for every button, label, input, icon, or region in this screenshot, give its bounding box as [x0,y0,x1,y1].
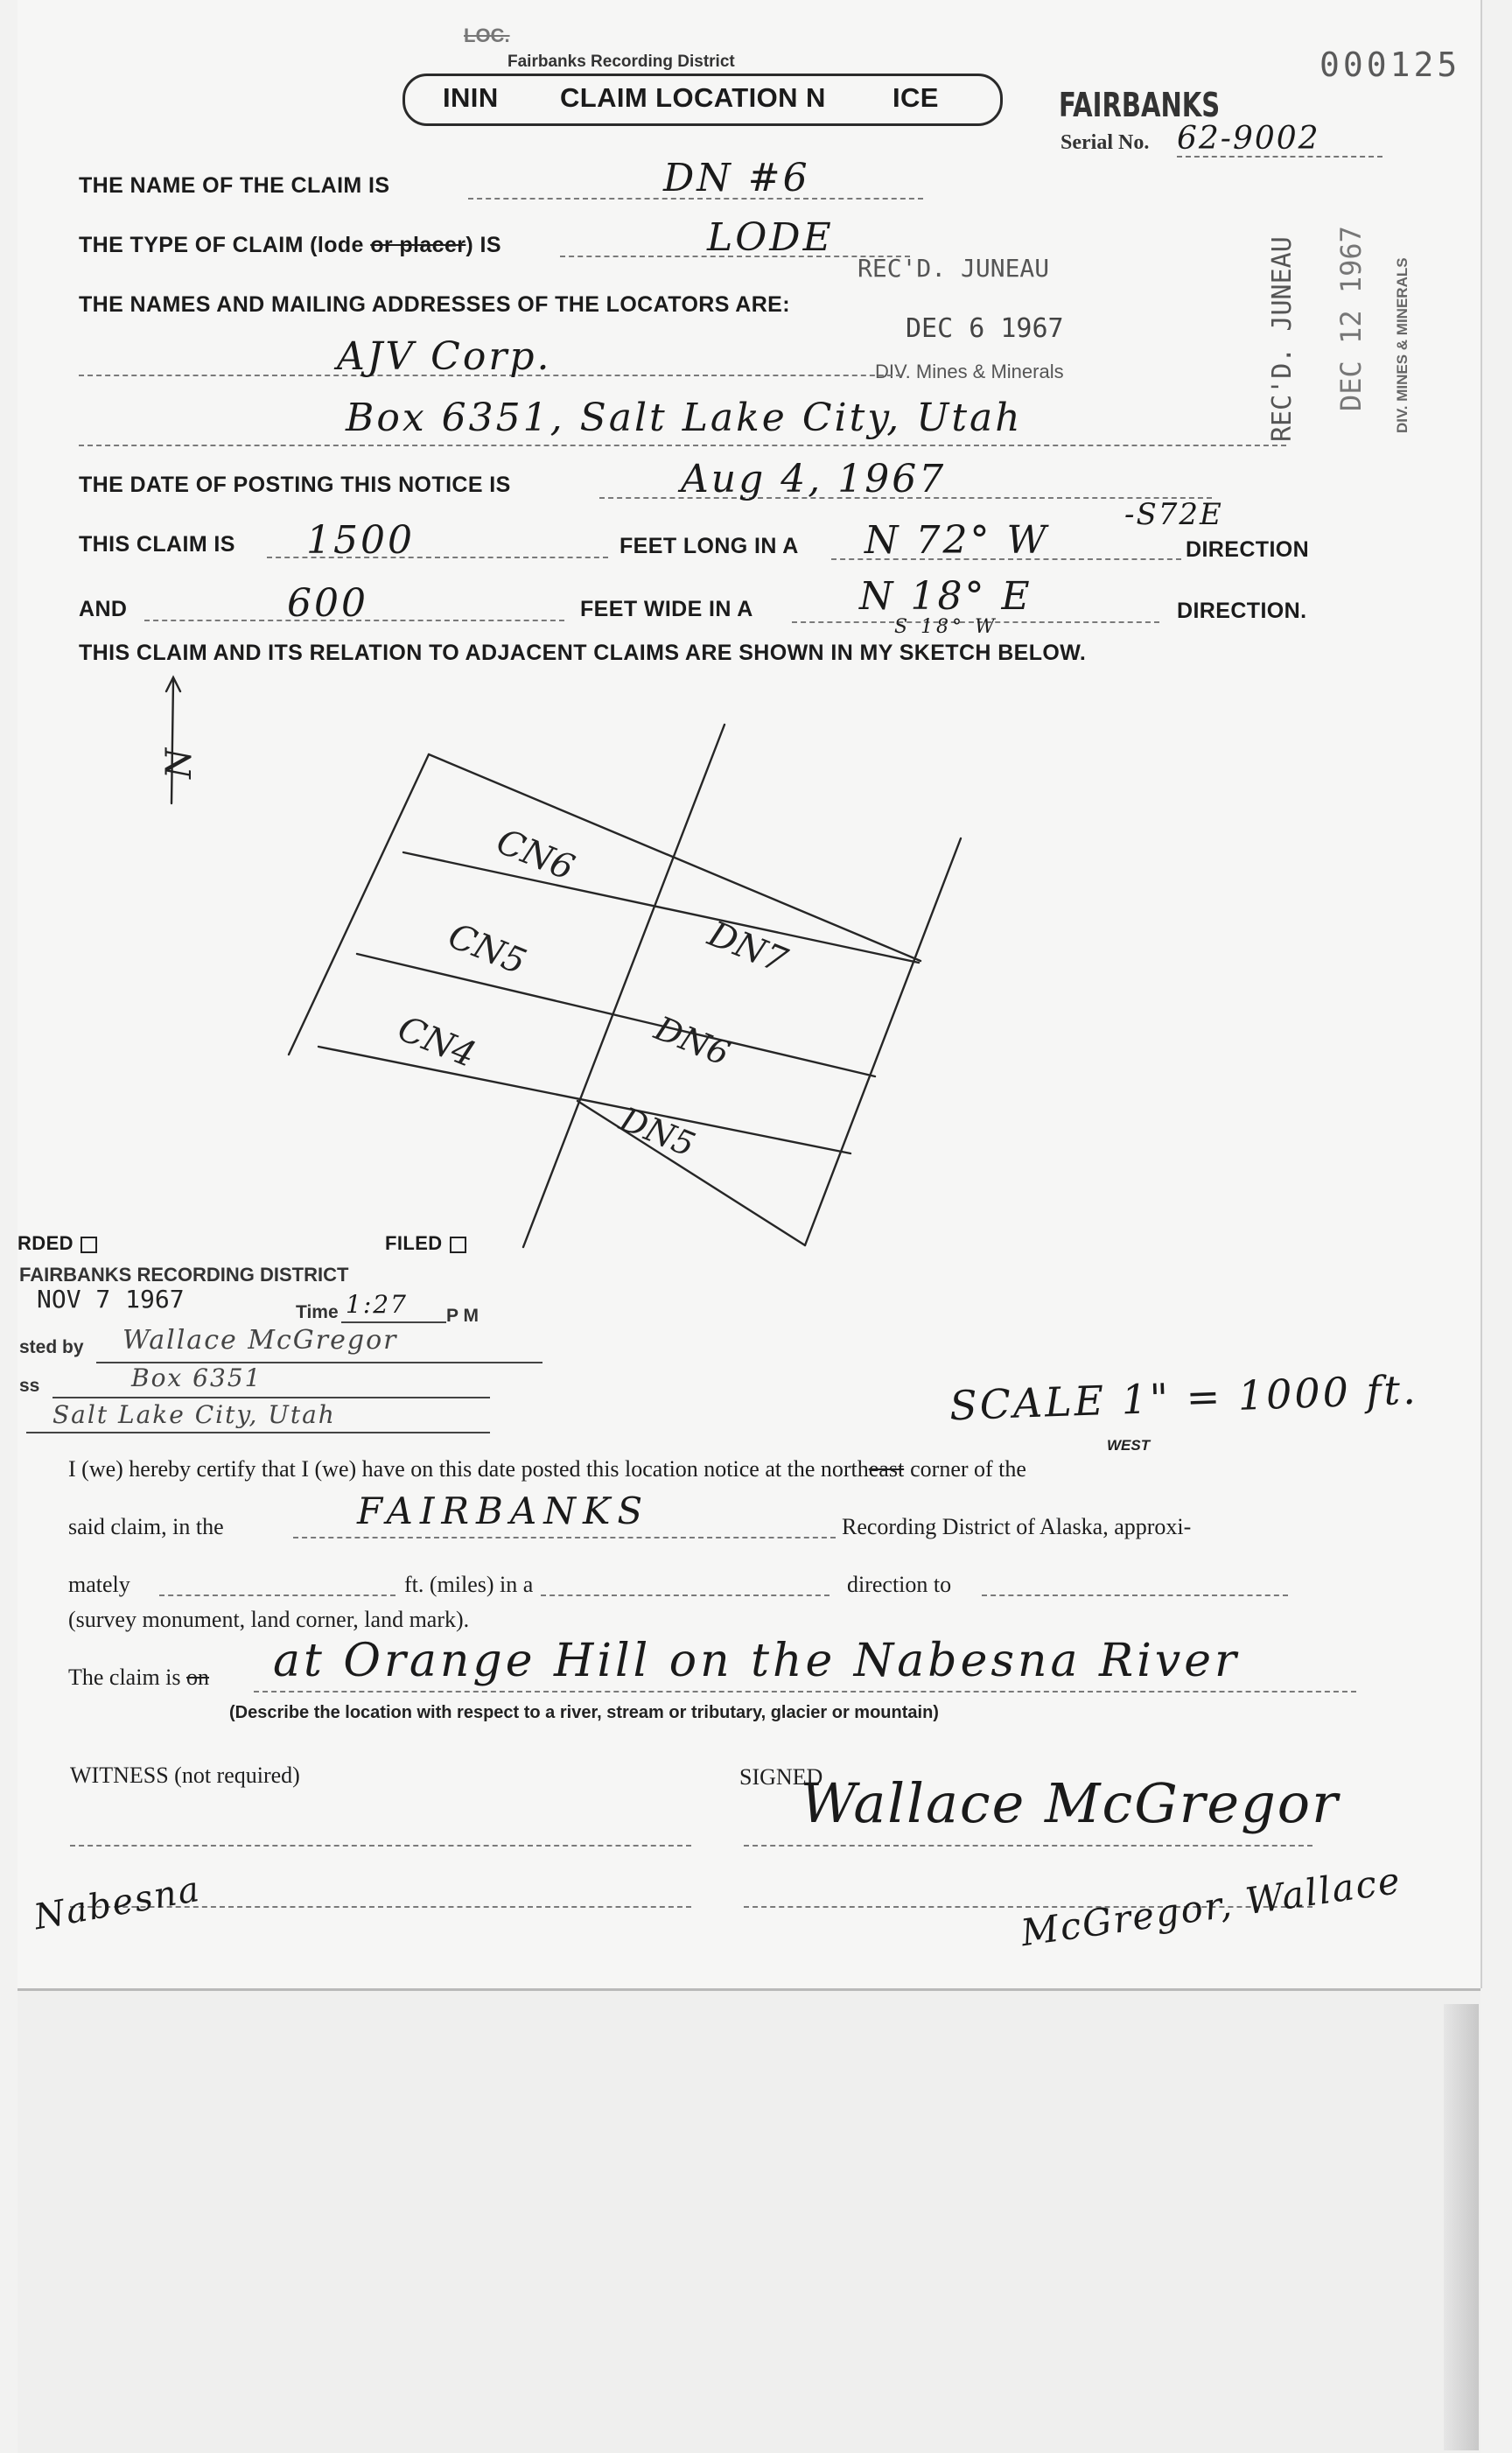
cert-line1-struck: east [868,1456,905,1482]
district-value: FAIRBANKS [357,1489,650,1532]
filed-label-text: FILED [385,1232,443,1254]
sketch-scale: SCALE 1" = 1000 ft. [948,1365,1419,1430]
recorded-label-text: RDED [18,1232,74,1254]
margin-note: Nabesna [31,1868,204,1938]
signed-label: SIGNED [739,1764,823,1790]
serial-value: 62-9002 [1177,121,1320,157]
claim-dn7: DN7 [702,914,793,982]
locators-label: THE NAMES AND MAILING ADDRESSES OF THE LOCATORS ARE: [79,292,790,317]
claim-name-value: DN #6 [663,156,810,200]
district-label: said claim, in the [68,1514,224,1539]
signature-line-1 [744,1845,1312,1847]
address-line-1 [52,1397,490,1398]
length-direction: N 72° W [864,518,1049,563]
width-label-1: AND [79,597,128,621]
address-value-1: Box 6351 [131,1363,262,1392]
approx-label: mately [68,1572,130,1597]
approx-direction-line [541,1594,830,1596]
juneau-division: DIV. Mines & Minerals [875,361,1064,382]
certification-line-1 [68,1456,1026,1482]
width-value: 600 [287,581,368,626]
recording-office-header: Fairbanks Recording District [508,53,735,71]
juneau-received-stamp: REC'D. JUNEAU [858,254,1050,283]
location-hint: (Describe the location with respect to a river, stream or tributary, glacier or mountain) [229,1703,939,1722]
location-value: at Orange Hill on the Nabesna River [273,1635,1240,1687]
length-value: 1500 [306,518,415,563]
location-label [68,1665,209,1691]
north-arrow-label: N [159,748,200,779]
recording-time-line [341,1321,446,1323]
form-title: CLAIM LOCATION N [560,82,826,113]
district-stamp: FAIRBANKS [1059,86,1221,124]
printed-name: McGregor, Wallace [1018,1858,1404,1955]
length-direction-alt: -S72E [1124,497,1223,532]
requested-by-label: sted by [19,1337,84,1357]
length-label-2: FEET LONG IN A [620,534,799,558]
approx-distance-line [159,1594,396,1596]
claim-cn6: CN6 [490,821,580,889]
claim-type-struck: or placer [370,233,466,257]
recording-time-value: 1:27 [346,1290,408,1319]
claim-name-label: THE NAME OF THE CLAIM IS [79,173,390,198]
vertical-recd-stamp: REC'D. JUNEAU [1267,236,1298,442]
sketch-instruction: THIS CLAIM AND ITS RELATION TO ADJACENT CLAIMS ARE SHOWN IN MY SKETCH BELOW. [79,641,1087,665]
recorded-label [18,1232,97,1255]
recording-time-suffix: P M [446,1306,479,1326]
landmark-hint: (survey monument, land corner, land mark). [68,1607,470,1632]
location-struck: on [186,1665,210,1690]
vertical-date-stamp: DEC 12 1967 [1334,226,1368,411]
claim-type-label-part2: ) IS [466,233,501,257]
recording-district: FAIRBANKS RECORDING DISTRICT [19,1264,349,1286]
filed-checkbox [450,1237,466,1253]
recording-date: NOV 7 1967 [37,1285,185,1314]
claim-cn4: CN4 [392,1008,481,1076]
district-post: Recording District of Alaska, approxi- [842,1514,1192,1539]
witness-line-1 [70,1845,691,1847]
posting-date-value: Aug 4, 1967 [681,457,947,501]
struck-header-text: LOC. [464,25,510,46]
requested-by-value: Wallace McGregor [122,1325,398,1356]
width-label-2: FEET WIDE IN A [580,597,753,621]
claim-type-value: LODE [707,215,834,260]
claim-type-label-part1: THE TYPE OF CLAIM (lode [79,233,371,257]
recorded-checkbox [80,1237,97,1253]
district-line [293,1537,836,1538]
location-line [254,1691,1356,1693]
title-end: ICE [892,82,939,113]
signature: Wallace McGregor [801,1771,1340,1835]
address-value-2: Salt Lake City, Utah [52,1400,336,1429]
address-label: ss [19,1376,40,1396]
cert-line1-insert: WEST [1107,1437,1151,1454]
recording-time-label: Time [296,1302,339,1322]
length-label-3: DIRECTION [1186,537,1310,562]
address-line-2 [26,1432,490,1433]
posting-date-label: THE DATE OF POSTING THIS NOTICE IS [79,473,511,497]
vertical-division-stamp: DIV. MINES & MINERALS [1394,257,1410,433]
document-number: 000125 [1320,46,1461,84]
cert-line1-b: corner of the [910,1456,1026,1482]
witness-label: WITNESS (not required) [70,1763,300,1788]
north-arrow-line [172,681,173,803]
claim-cn5: CN5 [442,915,532,984]
width-direction-alt: S 18° W [894,616,998,638]
locator-address: Box 6351, Salt Lake City, Utah [346,396,1023,440]
claim-dn6: DN6 [649,1008,736,1074]
width-direction: N 18° E [859,574,1032,619]
locator-name: AJV Corp. [337,334,552,379]
cert-line1-a: I (we) hereby certify that I (we) have on this date posted this location notice at the north [68,1456,869,1482]
title-left: ININ [443,82,499,113]
length-label-1: THIS CLAIM IS [79,532,235,557]
claim-dn5: DN5 [614,1099,701,1165]
juneau-received-date: DEC 6 1967 [906,313,1064,344]
approx-landmark-line [982,1594,1288,1596]
filed-label [385,1232,466,1255]
location-label-text: The claim is [68,1665,181,1690]
approx-direction-label: direction to [847,1572,952,1597]
width-label-3: DIRECTION. [1177,599,1307,623]
serial-label: Serial No. [1060,131,1150,154]
approx-units-label: ft. (miles) in a [404,1572,534,1597]
